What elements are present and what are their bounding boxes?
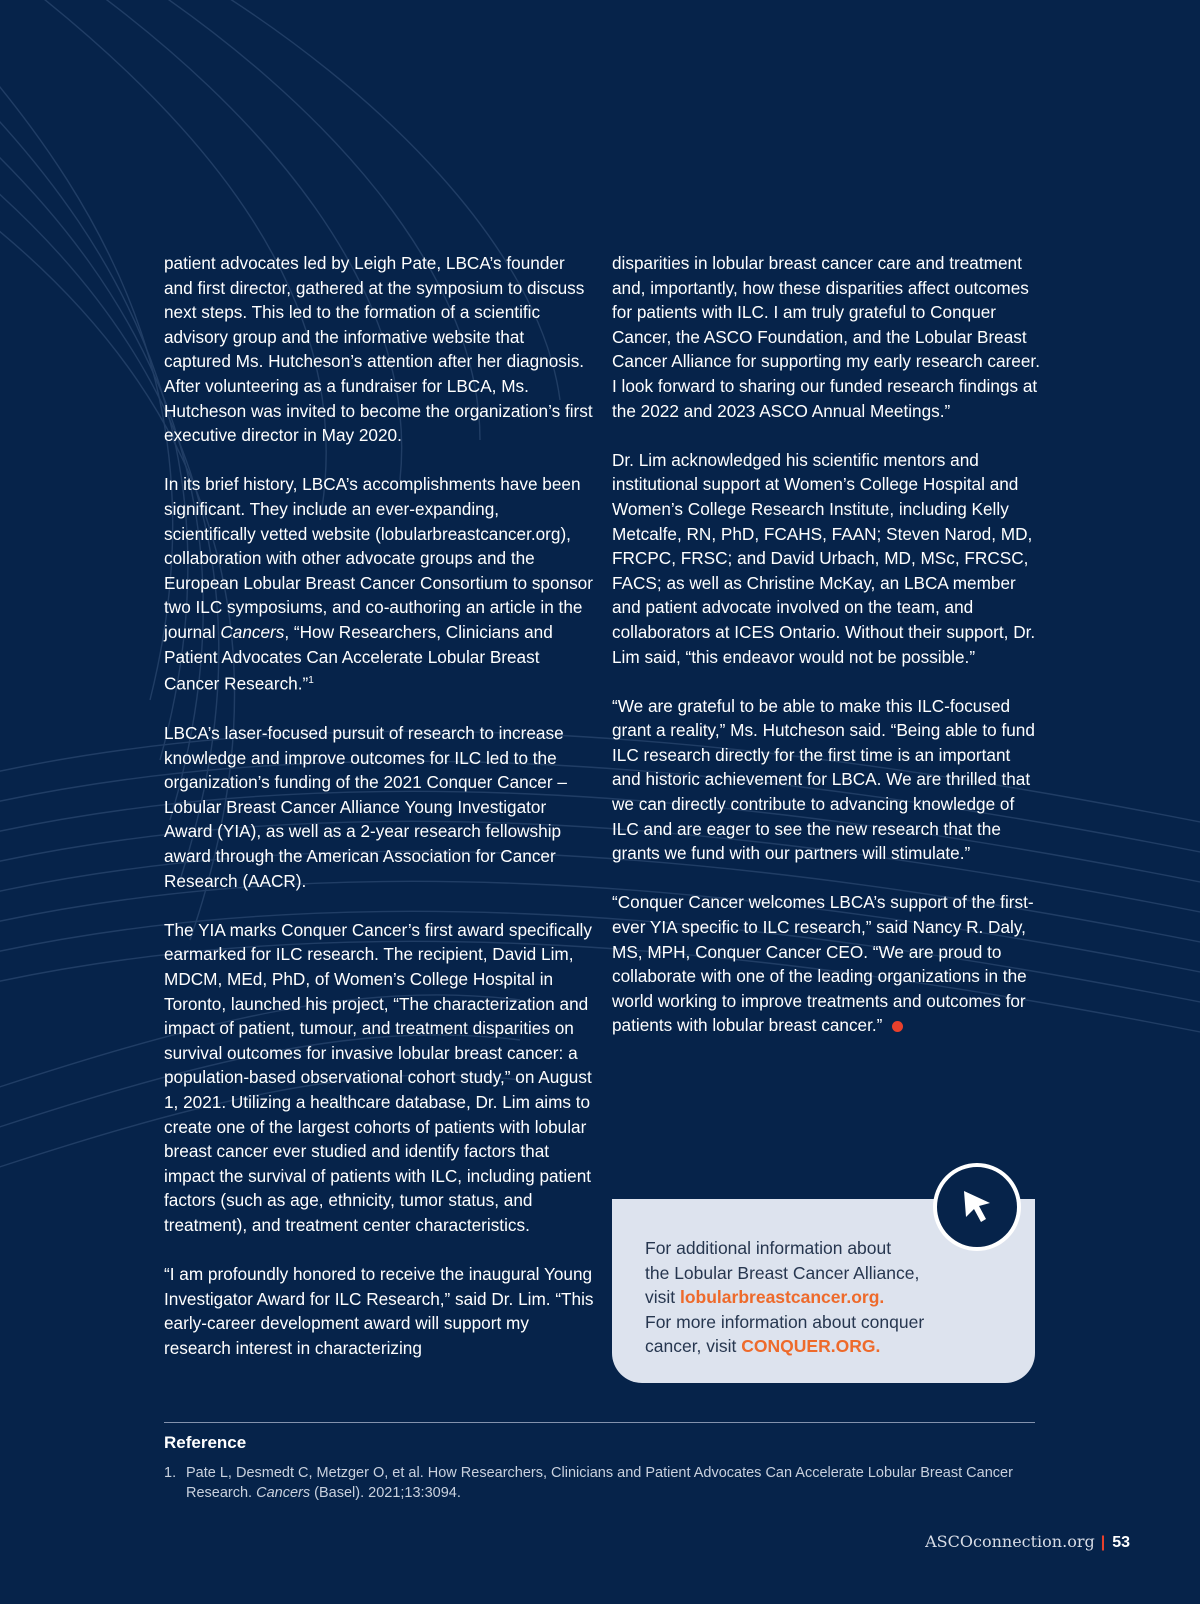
- left-paragraph-2-text-a: In its brief history, LBCA’s accomplishments have been significant. They include an ever-expanding, scientifically vetted website (lobularbreastcancer.org), collaboration with other advocate groups and the European Lobular Breast Cancer Consortium to sponsor two ILC symposiums, and co-authoring an article in the journal: [164, 474, 593, 642]
- reference-heading: Reference: [164, 1433, 247, 1452]
- cursor-arrow-icon: [933, 1163, 1021, 1251]
- page-number: 53: [1112, 1534, 1130, 1551]
- cursor-arrow-glyph: [960, 1188, 994, 1226]
- info-line-4: For more information about conquer: [645, 1311, 925, 1332]
- reference-text: [164, 1463, 1035, 1503]
- right-paragraph-3: “We are grateful to be able to make this ILC-focused grant a reality,” Ms. Hutcheson said. “Being able to fund ILC research directly for the first time is an important and historic achievement for LBCA. We are thrilled that we can directly contribute to advancing knowledge of ILC and are eager to see the new research that the grants we fund with our partners will stimulate.”: [612, 695, 1035, 864]
- info-line-2: the Lobular Breast Cancer Alliance,: [645, 1262, 920, 1283]
- conquer-website-link[interactable]: CONQUER.ORG.: [741, 1336, 881, 1356]
- left-paragraph-4: The YIA marks Conquer Cancer’s first award specifically earmarked for ILC research. The recipient, David Lim, MDCM, MEd, PhD, of Women’s College Hospital in Toronto, launched his project, “The characterization and impact of patient, tumour, and treatment disparities on survival outcomes for invasive lobular breast cancer: a population-based observational cohort study,” on August 1, 2021. Utilizing a healthcare database, Dr. Lim aims to create one of the largest cohorts of patients with lobular breast cancer ever studied and identify factors that impact the survival of patients with ILC, including patient factors (such as age, ethnicity, tumor status, and treatment), and treatment center characteristics.: [164, 919, 592, 1235]
- page-footer: [900, 1531, 1130, 1554]
- left-paragraph-2-text-b: , “How Researchers, Clinicians and Patient Advocates Can Accelerate Lobular Breast Cancer Research.”: [164, 621, 553, 694]
- info-line-3: [645, 1285, 1005, 1310]
- article-column-left: [164, 251, 594, 1385]
- lbca-website-link[interactable]: lobularbreastcancer.org.: [680, 1287, 885, 1307]
- right-paragraph-2: Dr. Lim acknowledged his scientific mentors and institutional support at Women’s College Hospital and Women’s College Research Institute, including Kelly Metcalfe, RN, PhD, FCAHS, FAAN; Steven Narod, MD, FRCPC, FRSC; and David Urbach, MD, MSc, FRCSC, FACS; as well as Christine McKay, an LBCA member and patient advocate involved on the team, and collaborators at ICES Ontario. Without their support, Dr. Lim said, “this endeavor would not be possible.”: [612, 449, 1036, 667]
- reference-item: [164, 1463, 1035, 1503]
- reference-number: 1.: [164, 1465, 177, 1481]
- footer-separator: |: [1100, 1534, 1106, 1551]
- article-column-right: [612, 251, 1042, 1063]
- left-paragraph-1: patient advocates led by Leigh Pate, LBCA’s founder and first director, gathered at the symposium to discuss next steps. This led to the formation of a scientific advisory group and the informative website that captured Ms. Hutcheson’s attention after her diagnosis. After volunteering as a fundraiser for LBCA, Ms. Hutcheson was invited to become the organization’s first executive director in May 2020.: [164, 253, 593, 446]
- reference-text-b: (Basel). 2021;13:3094.: [310, 1485, 461, 1501]
- info-visit-label: visit: [645, 1287, 680, 1307]
- reference-divider: [164, 1422, 1035, 1423]
- info-conquer-label: cancer, visit: [645, 1336, 742, 1356]
- left-paragraph-3: LBCA’s laser-focused pursuit of research to increase knowledge and improve outcomes for ILC led to the organization’s funding of the 2021 Conquer Cancer – Lobular Breast Cancer Alliance Young Investigator Award (YIA), as well as a 2-year research fellowship award through the American Association for Cancer Research (AACR).: [164, 723, 567, 891]
- journal-name: Cancers: [220, 621, 285, 642]
- left-paragraph-2: [164, 472, 594, 696]
- right-paragraph-1: disparities in lobular breast cancer care and treatment and, importantly, how these disparities affect outcomes for patients with ILC. I am truly grateful to Conquer Cancer, the ASCO Foundation, and the Lobular Breast Cancer Alliance for supporting my early research career. I look forward to sharing our funded research findings at the 2022 and 2023 ASCO Annual Meetings.”: [612, 253, 1040, 421]
- end-of-article-dot: [892, 1021, 903, 1032]
- left-paragraph-5: “I am profoundly honored to receive the inaugural Young Investigator Award for ILC Research,” said Dr. Lim. “This early-career development award will support my research interest in characterizing: [164, 1264, 594, 1358]
- footer-site-name: ASCOconnection.org: [925, 1532, 1095, 1551]
- reference-text-a: Pate L, Desmedt C, Metzger O, et al. How Researchers, Clinicians and Patient Advocates Can Accelerate Lobular Breast Cancer Research.: [186, 1465, 1013, 1501]
- right-paragraph-4: [612, 890, 1042, 1038]
- reference-journal: Cancers: [256, 1485, 311, 1501]
- right-paragraph-4-text: “Conquer Cancer welcomes LBCA’s support of the first-ever YIA specific to ILC research,” said Nancy R. Daly, MS, MPH, Conquer Cancer CEO. “We are proud to collaborate with one of the leading organizations in the world working to improve treatments and outcomes for patients with lobular breast cancer.”: [612, 892, 1034, 1036]
- info-line-5: [645, 1334, 1005, 1359]
- info-line-1: For additional information about: [645, 1238, 892, 1258]
- footnote-marker: 1: [308, 675, 314, 687]
